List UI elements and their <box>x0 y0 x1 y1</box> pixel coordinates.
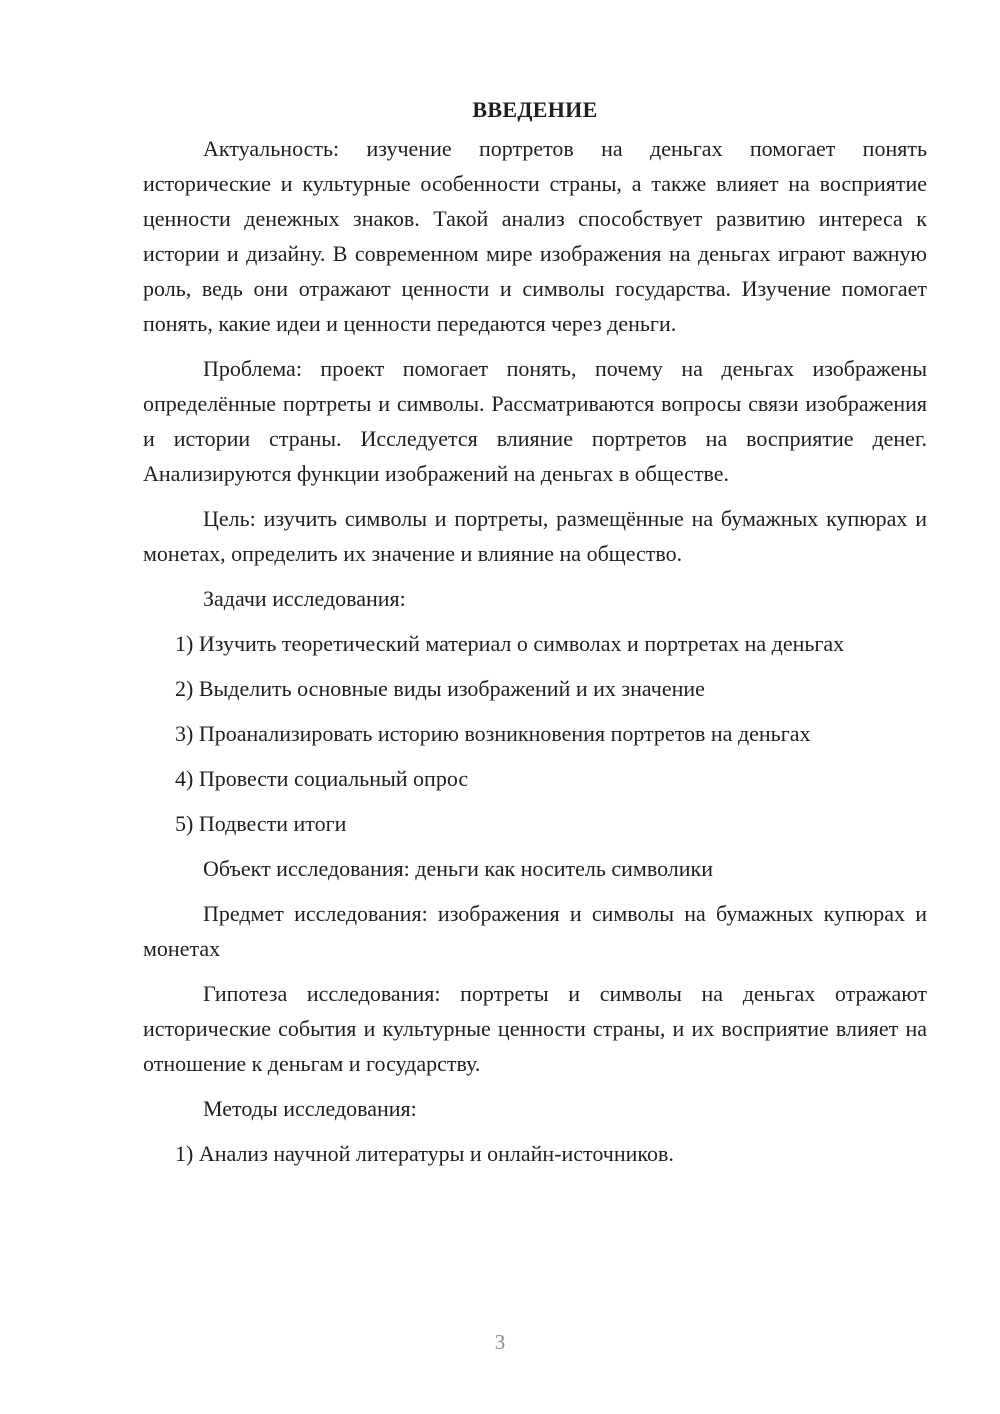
tasks-heading: Задачи исследования: <box>203 586 406 611</box>
methods-heading: Методы исследования: <box>203 1096 417 1121</box>
document-page <box>143 92 927 1181</box>
problem-paragraph: Проблема: проект помогает понять, почему на деньгах изображены определённые портреты и символы. Рассматриваются вопросы связи изображения и истории страны. Исследуется влияние портретов на восприятие денег. Анализируются функции изображений на деньгах в обществе. <box>143 356 927 486</box>
goal-paragraph: Цель: изучить символы и портреты, размещённые на бумажных купюрах и монетах, определить их значение и влияние на общество. <box>143 506 927 566</box>
task-item-5: 5) Подвести итоги <box>175 811 347 836</box>
task-item-2: 2) Выделить основные виды изображений и их значение <box>175 676 705 701</box>
object-paragraph: Объект исследования: деньги как носитель символики <box>203 856 714 881</box>
document-title: ВВЕДЕНИЕ <box>472 97 598 122</box>
page-number: 3 <box>494 1330 506 1354</box>
hypothesis-paragraph: Гипотеза исследования: портреты и символы на деньгах отражают исторические события и культурные ценности страны, и их восприятие влияет на отношение к деньгам и государству. <box>143 981 927 1076</box>
subject-paragraph: Предмет исследования: изображения и символы на бумажных купюрах и монетах <box>143 901 927 961</box>
task-item-3: 3) Проанализировать историю возникновения портретов на деньгах <box>175 721 811 746</box>
method-item-1: 1) Анализ научной литературы и онлайн-источников. <box>175 1141 674 1166</box>
task-item-1: 1) Изучить теоретический материал о символах и портретах на деньгах <box>175 631 845 656</box>
relevance-paragraph: Актуальность: изучение портретов на деньгах помогает понять исторические и культурные особенности страны, а также влияет на восприятие ценности денежных знаков. Такой анализ способствует развитию интереса к истории и дизайну. В современном мире изображения на деньгах играют важную роль, ведь они отражают ценности и символы государства. Изучение помогает понять, какие идеи и ценности передаются через деньги. <box>143 136 927 336</box>
task-item-4: 4) Провести социальный опрос <box>175 766 469 791</box>
